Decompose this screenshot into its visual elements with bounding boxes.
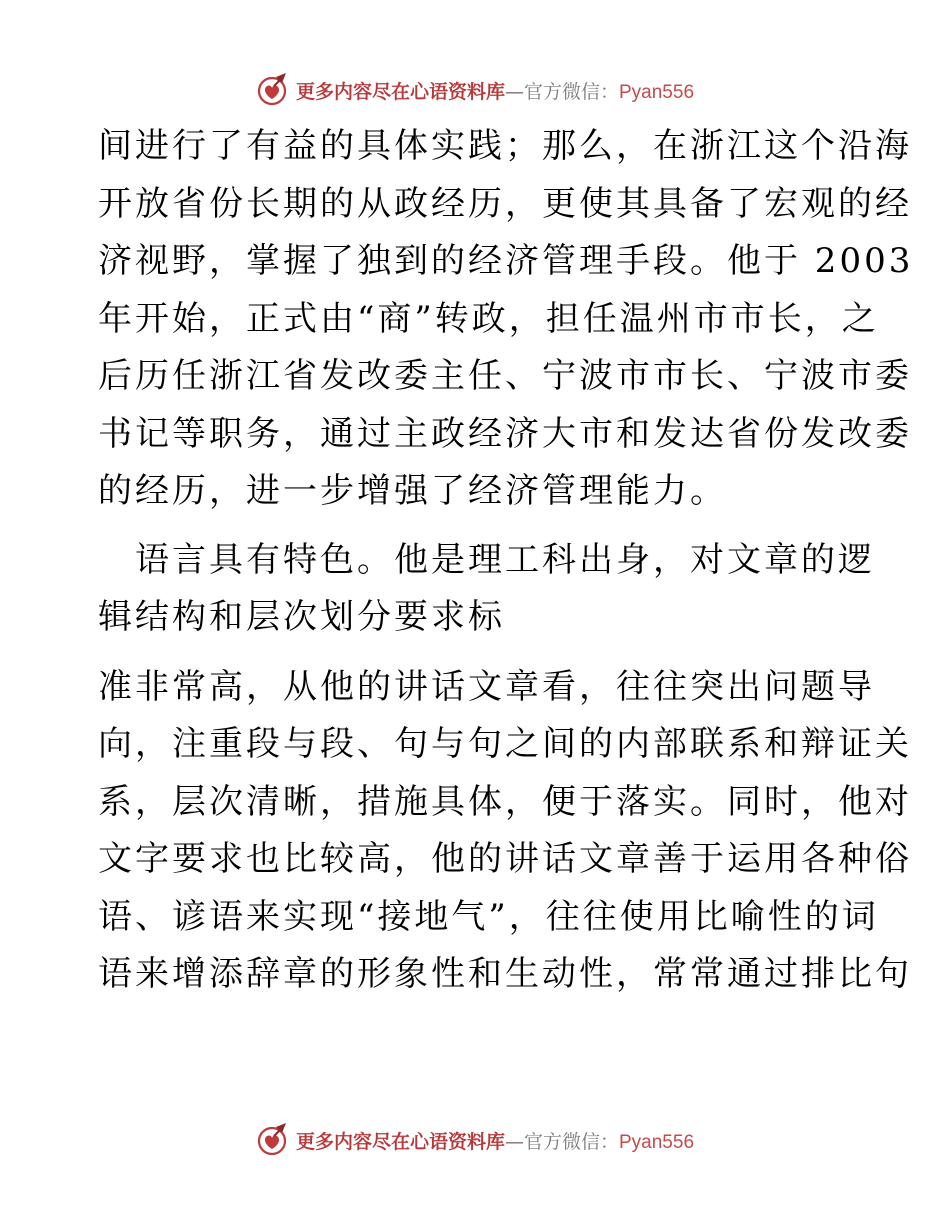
text-line: 间进行了有益的具体实践；那么，在浙江这个沿海	[98, 126, 912, 166]
text-line: 书记等职务，通过主政经济大市和发达省份发改委	[98, 413, 912, 454]
text-line: 语来增添辞章的形象性和生动性，常常通过排比句	[98, 954, 912, 994]
text-line: 文字要求也比较高，他的讲话文章善于运用各种俗	[98, 839, 912, 879]
header-banner-dash: —	[504, 80, 524, 103]
paragraph-3	[98, 659, 912, 1004]
text-line: 年开始，正式由“商”转政，担任温州市市长，之	[98, 298, 879, 339]
footer-banner-text	[296, 1127, 694, 1154]
footer-banner-dash: —	[504, 1130, 524, 1153]
footer-banner-wechat-label: 官方微信：	[523, 1130, 619, 1153]
text-line: 系，层次清晰，措施具体，便于落实。同时，他对	[98, 781, 912, 822]
paragraph-2	[98, 532, 875, 647]
text-line: 开放省份长期的从政经历，更使其具备了宏观的经	[98, 183, 912, 224]
paragraph-1	[98, 118, 914, 521]
paragraph-spacer	[98, 647, 858, 659]
text-line: 向，注重段与段、句与句之间的内部联系和辩证关	[98, 724, 912, 764]
header-banner-wechat-label: 官方微信：	[523, 80, 619, 103]
text-line: 济视野，掌握了独到的经济管理手段。他于 2003	[98, 241, 914, 281]
header-banner-inner	[256, 73, 694, 107]
page-footer-banner	[0, 1120, 950, 1160]
text-line: 语、谚语来实现“接地气”，往往使用比喻性的词	[98, 896, 879, 937]
document-body	[98, 118, 914, 1004]
heart-pen-logo-icon	[256, 73, 290, 107]
footer-banner-inner	[256, 1123, 694, 1157]
text-line: 准非常高，从他的讲话文章看，往往突出问题导	[98, 666, 875, 707]
text-line: 后历任浙江省发改委主任、宁波市市长、宁波市委	[98, 356, 912, 396]
header-banner-title: 更多内容尽在心语资料库	[295, 80, 505, 103]
paragraph-spacer	[98, 521, 858, 532]
text-line: 辑结构和层次划分要求标	[98, 597, 505, 637]
header-banner-text	[296, 77, 694, 104]
footer-banner-wechat-id: Pyan556	[619, 1131, 695, 1153]
footer-banner-title: 更多内容尽在心语资料库	[295, 1130, 505, 1153]
page-header-banner	[0, 70, 950, 110]
text-line: 语言具有特色。他是理工科出身，对文章的逻	[98, 539, 875, 580]
text-line: 的经历，进一步增强了经济管理能力。	[98, 471, 727, 511]
heart-pen-logo-icon	[256, 1123, 290, 1157]
header-banner-wechat-id: Pyan556	[619, 81, 695, 103]
